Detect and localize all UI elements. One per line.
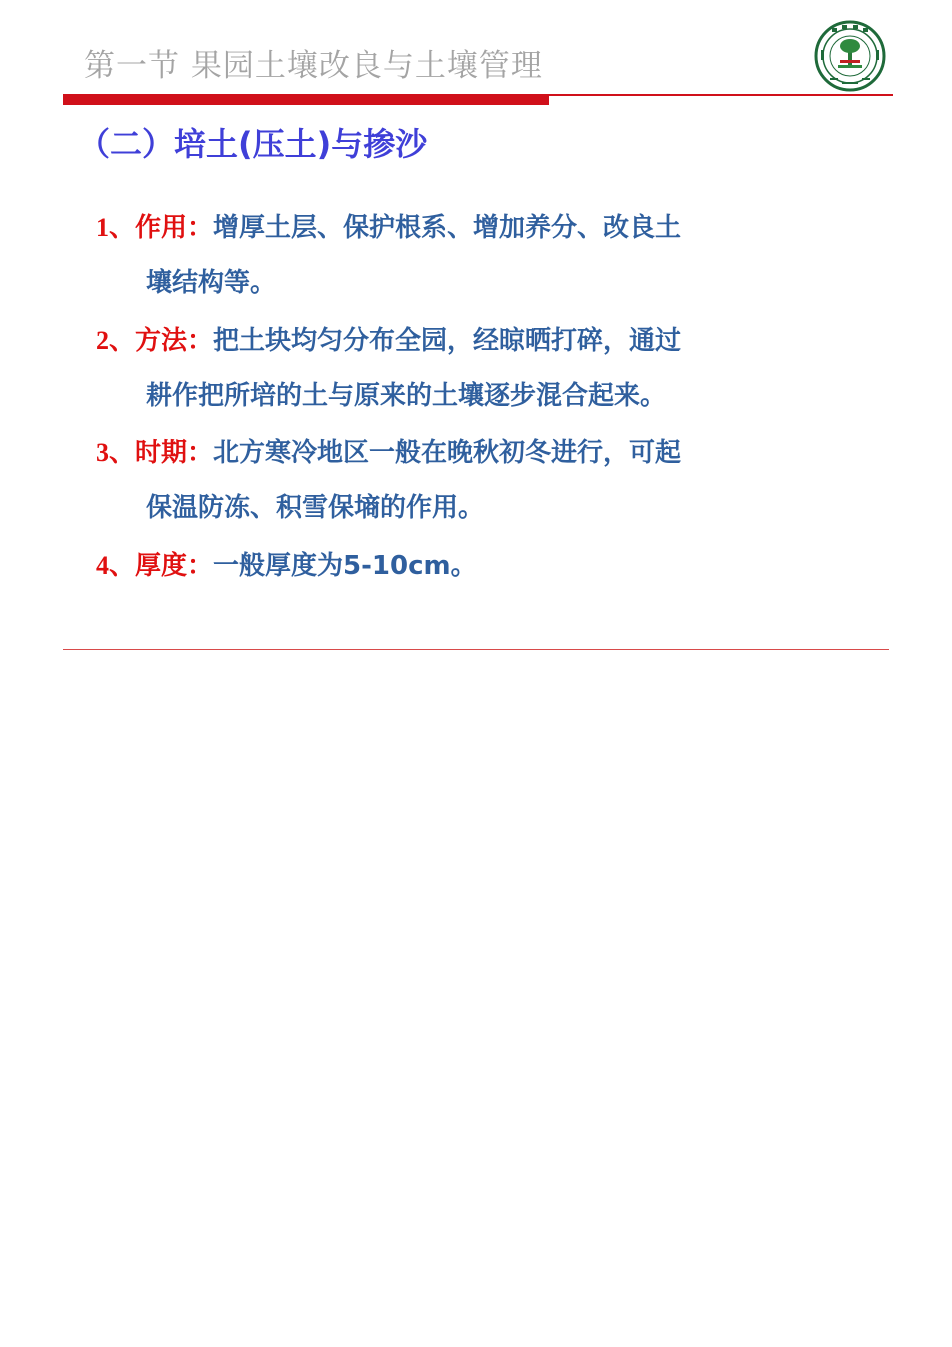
item-keyword: 时期： [135,438,214,468]
page-title: 第一节 果园土壤改良与土壤管理 [84,48,543,84]
item-text-continued: 耕作把所培的土与原来的土壤逐步混合起来。 [146,381,667,411]
item-number: 4 [96,551,109,580]
item-keyword: 厚度： [135,551,214,581]
item-text: 北方寒冷地区一般在晚秋初冬进行，可起 [213,438,682,468]
item-keyword: 作用： [135,213,214,243]
item-text: 一般厚度为5-10cm。 [213,551,477,581]
item-number: 2 [96,326,109,355]
list-item [96,200,681,311]
list-item [96,313,681,424]
item-text-continued: 壤结构等。 [146,268,277,298]
footer-rule [63,649,889,650]
item-separator: 、 [109,438,136,468]
item-text: 增厚土层、保护根系、增加养分、改良土 [213,213,682,243]
list-item [96,425,681,536]
item-separator: 、 [109,213,136,243]
list-item [96,538,477,594]
item-text-continued: 保温防冻、积雪保墒的作用。 [146,493,485,523]
item-keyword: 方法： [135,326,214,356]
item-separator: 、 [109,551,136,581]
item-number: 3 [96,438,109,467]
item-text: 把土块均匀分布全园，经晾晒打碎，通过 [213,326,682,356]
item-separator: 、 [109,326,136,356]
header-accent-bar [63,94,549,105]
university-seal-icon [808,20,892,92]
item-number: 1 [96,213,109,242]
section-heading: （二）培土(压土)与掺沙 [78,125,428,163]
